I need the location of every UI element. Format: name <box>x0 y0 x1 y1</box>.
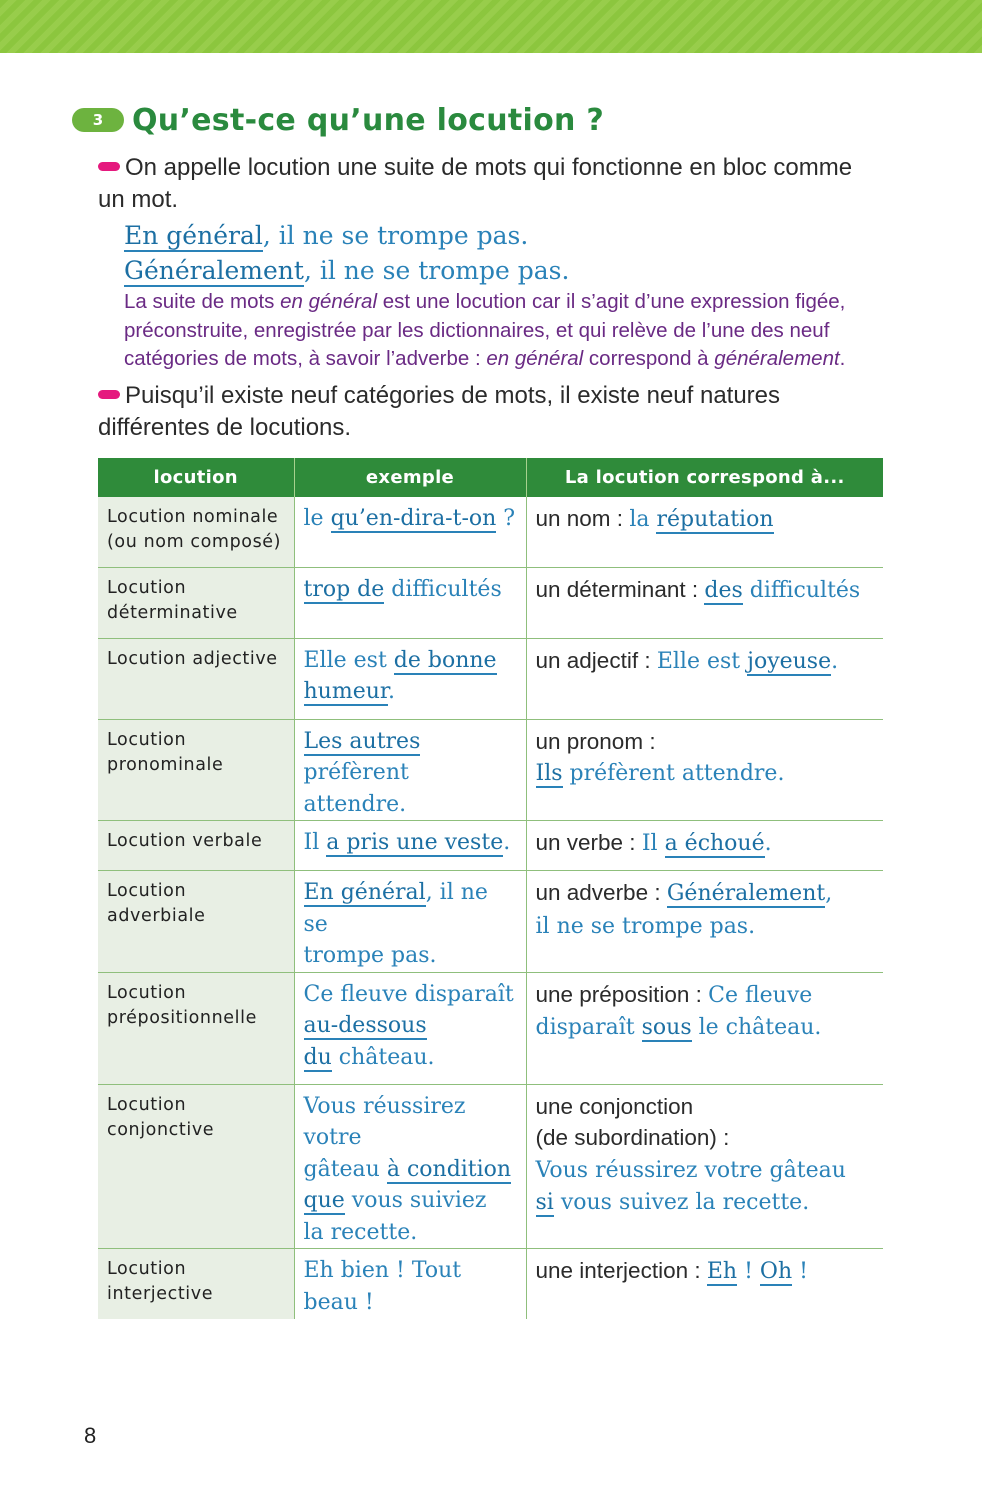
row-correspondance: un adjectif : Elle est joyeuse. <box>526 638 883 719</box>
example-1-locution: En général <box>124 221 263 250</box>
row-type: Locution adjective <box>98 638 294 719</box>
row-correspondance: un déterminant : des difficultés <box>526 567 883 638</box>
row-type: Locution interjective <box>98 1249 294 1319</box>
row-correspondance: un pronom : Ils préfèrent attendre. <box>526 719 883 821</box>
table-row <box>98 497 883 567</box>
row-correspondance: un adverbe : Généralement, il ne se trompe pas. <box>526 871 883 973</box>
bullet-paragraph-2 <box>98 380 858 444</box>
table-row <box>98 719 883 821</box>
section-number: 3 <box>92 111 104 129</box>
row-example: Elle est de bonne humeur. <box>294 638 526 719</box>
page-number: 8 <box>84 1423 97 1448</box>
example-sentence-2 <box>124 254 569 288</box>
table-row <box>98 972 883 1084</box>
header-correspondance: La locution correspond à... <box>526 458 883 497</box>
row-type: Locution verbale <box>98 821 294 871</box>
table-row <box>98 638 883 719</box>
locution-table <box>98 458 883 1319</box>
row-example: trop de difficultés <box>294 567 526 638</box>
row-correspondance: une interjection : Eh ! Oh ! <box>526 1249 883 1319</box>
row-example: En général, il ne se trompe pas. <box>294 871 526 973</box>
bullet-paragraph-1 <box>98 152 858 216</box>
row-type: Locution conjonctive <box>98 1084 294 1249</box>
bullet-2-text: Puisqu’il existe neuf catégories de mots, il existe neuf natures différentes de locutions. <box>98 382 781 441</box>
row-type: Locution adverbiale <box>98 871 294 973</box>
table-row <box>98 567 883 638</box>
row-example: Vous réussirez votre gâteau à condition que vous suiviez la recette. <box>294 1084 526 1249</box>
table-row <box>98 871 883 973</box>
row-correspondance: un verbe : Il a échoué. <box>526 821 883 871</box>
section-title: Qu’est-ce qu’une locution ? <box>132 102 605 138</box>
row-example: le qu’en-dira-t-on ? <box>294 497 526 567</box>
top-decorative-band <box>0 0 982 53</box>
bullet-1-text: On appelle locution une suite de mots qui fonctionne en bloc comme un mot. <box>98 154 853 213</box>
table-header-row <box>98 458 883 497</box>
example-1-rest: , il ne se trompe pas. <box>262 221 529 250</box>
row-example: Il a pris une veste. <box>294 821 526 871</box>
section-number-badge <box>72 108 124 132</box>
bullet-icon <box>98 162 120 171</box>
row-type: Locution nominale (ou nom composé) <box>98 497 294 567</box>
section-heading <box>72 100 604 140</box>
table-row <box>98 1084 883 1249</box>
row-correspondance: une conjonction (de subordination) : Vous réussirez votre gâteau si vous suivez la recette. <box>526 1084 883 1249</box>
example-2-rest: , il ne se trompe pas. <box>303 256 570 285</box>
row-type: Locution prépositionnelle <box>98 972 294 1084</box>
example-sentence-1 <box>124 219 528 253</box>
explanation-text: La suite de mots en général est une locution car il s’agit d’une expression figée, préconstruite, enregistrée par les dictionnaires, et qui relève de l’une des neuf catégories de mots, à savoir l’adverbe : en général correspond à généralement. <box>124 290 846 370</box>
table-row <box>98 821 883 871</box>
row-example: Ce fleuve disparaît au-dessous du château. <box>294 972 526 1084</box>
row-example: Eh bien ! Tout beau ! <box>294 1249 526 1319</box>
row-correspondance: un nom : la réputation <box>526 497 883 567</box>
header-locution: locution <box>98 458 294 497</box>
row-type: Locution déterminative <box>98 567 294 638</box>
bullet-icon <box>98 390 120 399</box>
row-example: Les autres préfèrent attendre. <box>294 719 526 821</box>
header-exemple: exemple <box>294 458 526 497</box>
example-2-adverb: Généralement <box>124 256 304 285</box>
row-correspondance: une préposition : Ce fleuve disparaît sous le château. <box>526 972 883 1084</box>
row-type: Locution pronominale <box>98 719 294 821</box>
table-row <box>98 1249 883 1319</box>
